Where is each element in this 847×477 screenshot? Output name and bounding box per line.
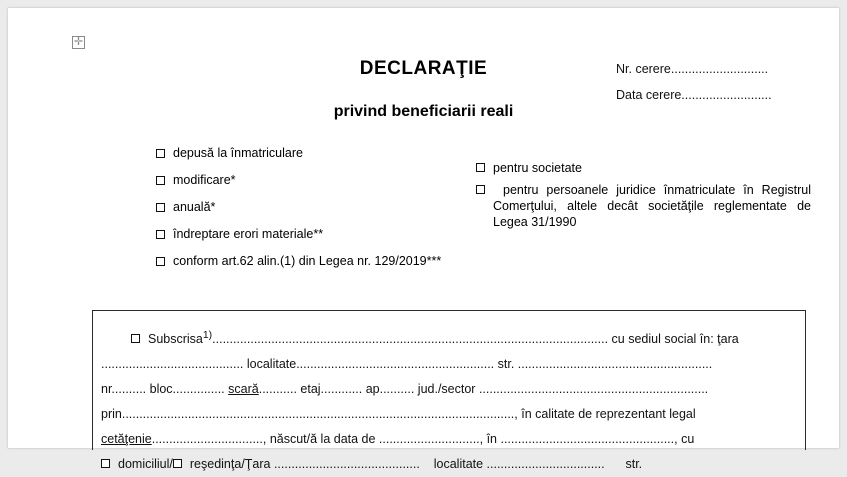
str-label: str. (625, 457, 643, 472)
subscrisa-tail: cu sediul social în: ţara (608, 332, 739, 347)
checkbox-item-erori[interactable] (156, 227, 441, 241)
resedinta-label: reşedinţa/Ţara .......................................... (189, 457, 420, 472)
panel-line-subscrisa[interactable] (101, 323, 797, 352)
checkbox-item-modificare[interactable] (156, 173, 441, 187)
panel-line-domiciliu[interactable] (101, 452, 797, 477)
adresa-suffix: ........... etaj............ ap.......... jud./sector .................................................................. (258, 382, 709, 397)
request-fields (616, 56, 772, 108)
checkbox-item-anuala[interactable] (156, 200, 441, 214)
checkbox-label: conform art.62 alin.(1) din Legea nr. 129/2019*** (173, 254, 442, 268)
subscrisa-label: Subscrisa (148, 332, 203, 347)
panel-line-prin[interactable]: prin................................................................................................................., în calitate de reprezentant legal (101, 407, 696, 422)
panel-line-adresa[interactable] (101, 377, 797, 402)
domiciliu-label: domiciliul/ (118, 457, 173, 472)
cetatenie-rest: ................................, născut/ă la data de ............................., în .................................................., cu (151, 432, 695, 447)
checkbox-icon[interactable] (156, 149, 165, 158)
declaration-panel (92, 310, 806, 472)
checkbox-item-persoane-juridice[interactable] (476, 182, 811, 230)
checkbox-item-inmatriculare[interactable] (156, 146, 441, 160)
checkbox-icon[interactable] (476, 185, 485, 194)
cetatenie-label: cetăţenie (101, 432, 152, 447)
data-cerere-field[interactable]: Data cerere.......................... (616, 88, 772, 102)
panel-line-cetatenie[interactable] (101, 427, 797, 452)
page-subtitle: privind beneficiarii reali (333, 103, 514, 120)
subscrisa-dots: .................................................................................................................. (212, 332, 609, 347)
footnote-marker: 1) (202, 330, 213, 341)
checkbox-item-societate[interactable] (476, 160, 811, 176)
checkbox-label: anuală* (173, 200, 216, 214)
checkbox-icon[interactable] (156, 257, 165, 266)
localitate-label: localitate .................................. (433, 457, 605, 472)
right-checkbox-group (476, 160, 811, 236)
left-checkbox-group (156, 146, 441, 281)
nr-cerere-field[interactable]: Nr. cerere............................ (616, 62, 769, 76)
checkbox-item-art62[interactable] (156, 254, 441, 268)
checkbox-label: pentru societate (493, 161, 582, 175)
checkbox-icon[interactable] (156, 203, 165, 212)
panel-line-localitate[interactable]: ......................................... localitate......................................................... str. ........................................................ (101, 357, 713, 372)
checkbox-icon[interactable] (156, 230, 165, 239)
scara-label: scară (228, 382, 259, 397)
checkbox-icon[interactable] (173, 459, 182, 468)
checkbox-label: modificare* (173, 173, 236, 187)
checkbox-icon[interactable] (476, 163, 485, 172)
checkbox-label: depusă la înmatriculare (173, 146, 303, 160)
move-handle-icon[interactable]: ✛ (73, 36, 84, 48)
page-title: DECLARAŢIE (359, 58, 488, 79)
checkbox-icon[interactable] (101, 459, 110, 468)
checkbox-label: pentru persoanele juridice înmatriculate în Registrul Comerţului, altele decât societăţile reglementate de Legea 31/1990 (493, 183, 811, 229)
checkbox-icon[interactable] (156, 176, 165, 185)
checkbox-label: îndreptare erori materiale** (173, 227, 324, 241)
adresa-prefix: nr.......... bloc............... (101, 382, 225, 397)
checkbox-icon[interactable] (131, 334, 140, 343)
document-page (8, 8, 839, 472)
